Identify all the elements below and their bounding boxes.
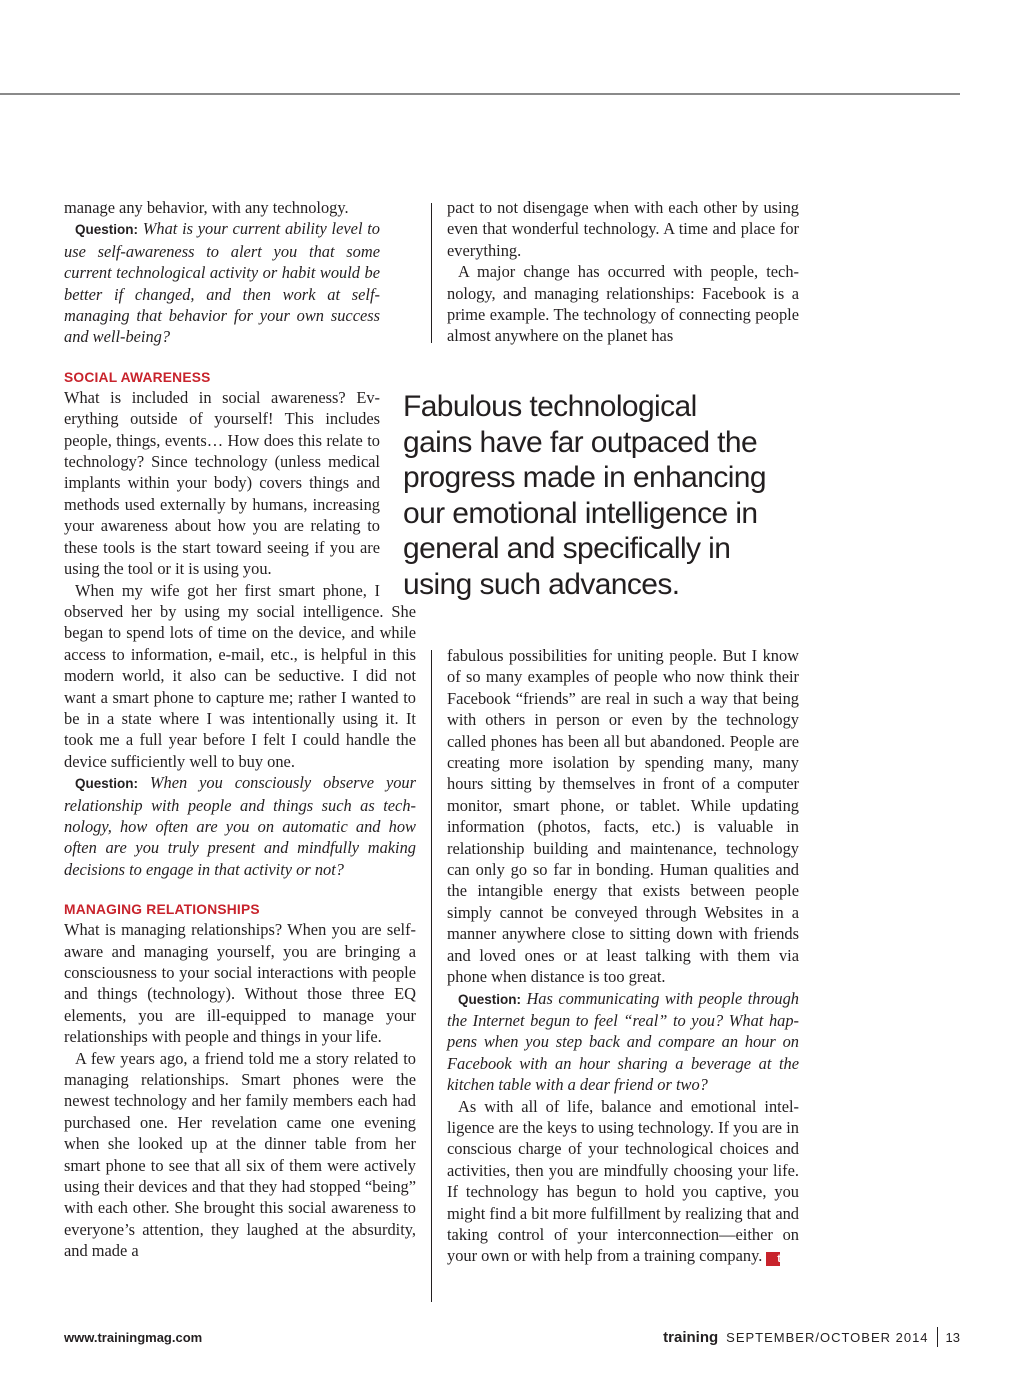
question-block — [447, 988, 799, 1096]
section-heading-social-awareness: SOCIAL AWARENESS — [64, 369, 211, 385]
pull-quote — [403, 389, 803, 603]
pull-quote-line: our emotional intelligence in — [403, 496, 758, 530]
header-rule — [0, 93, 960, 95]
question-label: Question: — [75, 776, 138, 792]
pull-quote-line: general and specifically in — [403, 532, 731, 566]
paragraph: pact to not disengage when with each other by using even that wonderful technology. A time and place for everything. — [447, 198, 799, 260]
right-column-bottom — [447, 645, 799, 1267]
pull-quote-line: using such advances. — [403, 567, 680, 601]
footer-separator — [937, 1327, 938, 1347]
question-block — [64, 218, 416, 347]
footer-url[interactable]: www.trainingmag.com — [64, 1330, 203, 1345]
footer-folio — [663, 1327, 960, 1347]
question-text: Has communicating with people through the Internet begun to feel “real” to you? What happens when you step back and compare an hour on Facebook with an hour sharing a beverage at the kitchen table with a dear friend or two? — [447, 988, 799, 1095]
section-heading-managing-relationships: MANAGING RELATIONSHIPS — [64, 902, 260, 918]
paragraph: A major change has occurred with people, technology, and managing relationships: Facebook is a prime example. The technology of connecting people almost anywhere on the planet has — [447, 262, 799, 346]
paragraph: What is managing relationships? When you are self-aware and managing yourself, you are bringing a consciousness to your social interactions with people and things (technology). Without those three EQ elements, you are ill-equipped to manage your relationships with people and things in your life. — [64, 920, 416, 1047]
pull-quote-line: progress made in enhancing — [403, 461, 766, 495]
column-divider-top — [431, 203, 432, 343]
paragraph: When my wife got her first smart phone, I observed her by using my social intelligence. She began to spend lots of time on the device, and while access to information, e-mail, etc., is helpful in this modern world, it also can be seductive. I did not want a smart phone to capture me; rather I wanted to be in a state where I was intentionally using it. It took me a full year before I felt I could handle the device sufficiently well to buy one. — [64, 580, 416, 771]
question-text: What is your current ability level to use self-awareness to alert you that some current technological activity or habit would be better if changed, and then work at self-managing that behavior for your own success and well-being? — [64, 219, 380, 347]
paragraph-text: As with all of life, balance and emotional intelligence are the keys to using technology. If you are in conscious charge of your technological choices and activities, then you are mindfully choosing your life. If technology has begun to hold you captive, you might find a bit more fulfillment by realizing that and taking control of your interconnection—either on your own or with help from a training company. — [447, 1096, 799, 1266]
left-column — [64, 197, 416, 1262]
paragraph: fabulous possibilities for uniting people. But I know of so many examples of people who now think their Facebook “friends” are real in such a way that being with others in person or even by the technology called phones has been all but abandoned. People are creating more isolation by spending many, many hours sitting by themselves in front of a computer monitor, smart phone, or tablet. While updating information (photos, facts, etc.) is valuable in relationship building and maintenance, technology can only go so far in bonding. Human qualities and the intangible energy that exists between people simply cannot be conveyed through Websites in a manner anywhere close to sitting down with friends and loved ones or at least talking with them via phone when distance is too great. — [447, 646, 799, 987]
question-label: Question: — [458, 991, 521, 1007]
paragraph: manage any behavior, with any technology. — [64, 198, 349, 217]
column-divider-bottom — [431, 650, 432, 1302]
pull-quote-line: Fabulous technological — [403, 390, 697, 423]
question-text: When you consciously observe your relationship with people and things such as technology, how often are you on automatic and how often are you truly present and mindfully making decisions to engage in that activity or not? — [64, 773, 416, 879]
paragraph: A few years ago, a friend told me a story related to managing relationships. Smart phones were the newest technology and her family members each had purchased one. Her revelation came one evening when she looked up at the dinner table from her smart phone to see that all six of them were actively using their devices and that they had stopped “being” with each other. She brought this social awareness to everyone’s attention, they laughed at the absurdity, and made a — [64, 1048, 416, 1261]
paragraph — [447, 1096, 799, 1267]
paragraph: What is included in social awareness? Everything outside of yourself! This includes people, things, events… How does this relate to technology? Since technology (unless medical implants within your body) covers things and methods used externally by humans, increasing your awareness about how you are relating to these tools is the start toward seeing if you are using the tool or it is using you. — [64, 387, 380, 579]
question-block — [64, 772, 416, 880]
end-mark-icon: t — [766, 1252, 780, 1266]
footer-brand: training — [663, 1328, 719, 1346]
pull-quote-line: gains have far outpaced the — [403, 425, 758, 459]
right-column-top — [447, 197, 799, 347]
page-number: 13 — [945, 1329, 960, 1345]
footer-issue-date: SEPTEMBER/OCTOBER 2014 — [726, 1329, 929, 1345]
question-label: Question: — [75, 222, 138, 238]
